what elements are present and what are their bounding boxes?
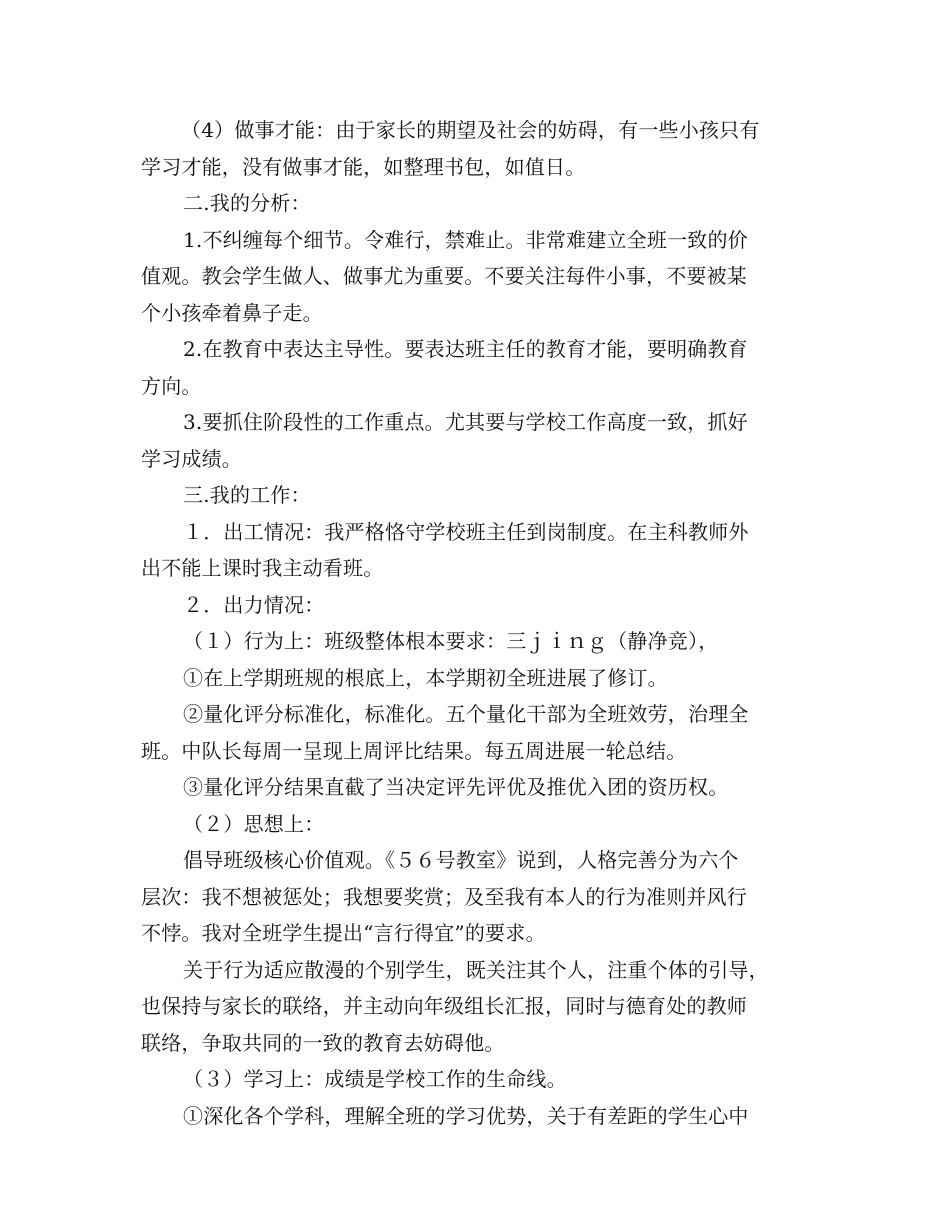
- paragraph-line-2: 学习才能，没有做事才能，如整理书包，如值日。: [141, 154, 586, 179]
- section-heading-work: 三.我的工作：: [183, 483, 311, 507]
- paragraph-line-25: 也保持与家长的联络，并主动向年级组长汇报，同时与德育处的教师: [141, 994, 747, 1018]
- paragraph-line-16: ①在上学期班规的根底上，本学期初全班进展了修订。: [183, 665, 668, 690]
- document-body: [141, 112, 811, 1134]
- paragraph-line-12: １．出工情况：我严格恪守学校班主任到岗制度。在主科教师外: [183, 519, 749, 544]
- paragraph-line-20: （２）思想上：: [183, 811, 325, 836]
- paragraph-line-10: 学习成绩。: [141, 446, 242, 471]
- paragraph-line-8: 方向。: [141, 373, 202, 398]
- paragraph-line-21: 倡导班级核心价值观。《５６号教室》说到，人格完善分为六个: [183, 848, 739, 872]
- paragraph-line-14: ２．出力情况：: [183, 592, 325, 617]
- paragraph-line-19: ③量化评分结果直截了当决定评先评优及推优入团的资历权。: [183, 775, 729, 799]
- section-heading-analysis: 二.我的分析：: [183, 191, 311, 215]
- paragraph-line-24: 关于行为适应散漫的个别学生，既关注其个人，注重个体的引导，: [183, 957, 769, 982]
- paragraph-line-5: 值观。教会学生做人、做事尤为重要。不要关注每件小事，不要被某: [141, 264, 747, 288]
- paragraph-line-28: ①深化各个学科，理解全班的学习优势，关于有差距的学生心中: [183, 1103, 749, 1128]
- paragraph-line-26: 联络，争取共同的一致的教育去妨碍他。: [141, 1030, 505, 1055]
- paragraph-line-22: 层次：我不想被惩处；我想要奖赏；及至我有本人的行为准则并风行: [141, 884, 747, 909]
- paragraph-line-17: ②量化评分标准化，标准化。五个量化干部为全班效劳，治理全: [183, 702, 749, 726]
- paragraph-line-27: （３）学习上：成绩是学校工作的生命线。: [183, 1067, 567, 1091]
- paragraph-line-13: 出不能上课时我主动看班。: [141, 556, 384, 580]
- paragraph-line-9: 3.要抓住阶段性的工作重点。尤其要与学校工作高度一致，抓好: [183, 410, 748, 434]
- paragraph-line-7: 2.在教育中表达主导性。要表达班主任的教育才能，要明确教育: [183, 337, 748, 361]
- paragraph-line-18: 班。中队长每周一呈现上周评比结果。每五周进展一轮总结。: [141, 738, 687, 763]
- paragraph-line-4: 1.不纠缠每个细节。令难行，禁难止。非常难建立全班一致的价: [183, 227, 748, 252]
- paragraph-line-1: （4）做事才能：由于家长的期望及社会的妨碍，有一些小孩只有: [181, 118, 760, 142]
- paragraph-line-6: 个小孩牵着鼻子走。: [141, 300, 323, 325]
- paragraph-line-23: 不悖。我对全班学生提出“言行得宜”的要求。: [141, 921, 546, 945]
- paragraph-line-15: （１）行为上：班级整体根本要求：三ｊｉｎｇ（静净竞），: [183, 629, 719, 653]
